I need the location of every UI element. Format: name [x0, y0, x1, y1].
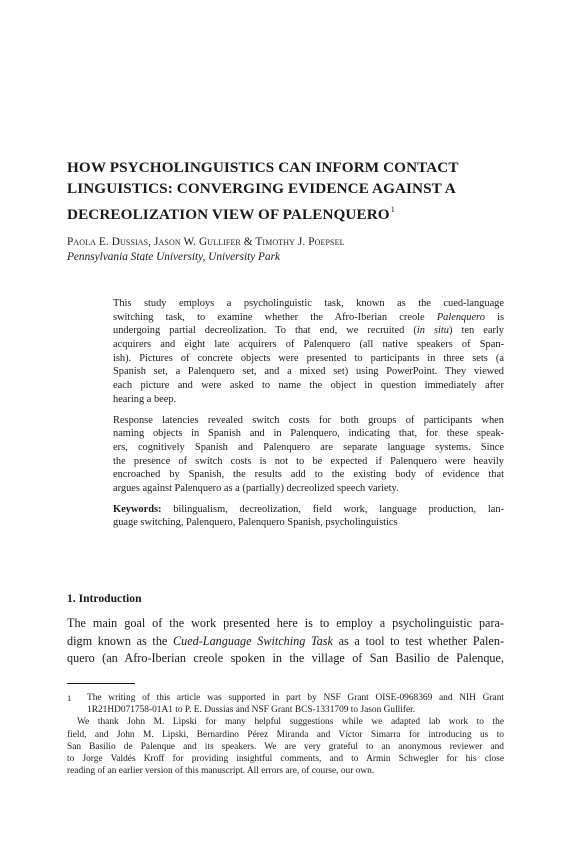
footnote-body	[87, 692, 504, 716]
text-line: undergoing partial decreolization. To that end, we recruited (in situ) ten early	[113, 325, 504, 337]
text-line: We thank John M. Lipski for many helpful suggestions while we adapted lab work to the	[77, 717, 504, 728]
footnote-rule	[67, 683, 135, 684]
author-list: Paola E. Dussias, Jason W. Gullifer & Timothy J. Poepsel	[67, 236, 345, 248]
text-line: ers, cognitively Spanish and Palenquero are separate language systems. Since	[113, 441, 504, 453]
text-line: switching task, to examine whether the Afro-Iberian creole Palenquero is	[113, 311, 505, 323]
footnote-marker[interactable]: 1	[390, 205, 395, 214]
keywords	[113, 503, 504, 530]
text-line: San Basilio de Palenque and its speakers. We are very grateful to an anonymous reviewer and	[67, 741, 504, 752]
footnote	[67, 692, 504, 777]
footnote-body	[67, 716, 504, 728]
text-line: This study employs a psycholinguistic task, known as the cued-language	[113, 298, 504, 309]
text-line: The main goal of the work presented here is to employ a psycholinguistic para-	[67, 616, 504, 630]
affiliation: Pennsylvania State University, University Park	[67, 251, 281, 263]
text-line: argues against Palenquero as a (partially) decreolized speech variety.	[113, 482, 399, 494]
text-line: each picture and were asked to name the object in question immediately after	[113, 380, 504, 392]
text-line: ish). Pictures of concrete objects were presented to participants in three sets (a	[113, 352, 504, 364]
keywords-label: Keywords:	[113, 503, 162, 515]
text-line: the presence of switch costs is not to be expected if Palenquero were heavily	[113, 455, 504, 467]
footnote-number: 1	[67, 693, 72, 703]
body-text	[67, 615, 504, 668]
text-line: naming objects in Spanish and in Palenquero, indicating that, for these speak-	[113, 428, 504, 440]
text-line: 1R21HD071758-01A1 to P. E. Dussias and NSF Grant BCS-1331709 to Jason Gullifer.	[87, 705, 416, 716]
text-line: hearing a beep.	[113, 393, 177, 405]
abstract-paragraph	[113, 414, 504, 496]
title-line: LINGUISTICS: CONVERGING EVIDENCE AGAINST A	[67, 180, 456, 197]
text-line: Response latencies revealed switch costs for both groups of participants when	[113, 414, 504, 426]
text-line: field, and John M. Lipski, Bernardino Pérez Miranda and Víctor Simarra for introducing us to	[67, 729, 504, 740]
emphasis: Cued-Language Switching Task	[173, 633, 333, 648]
text-line: quero (an Afro-Iberian creole spoken in the village of San Basilio de Palenque,	[67, 651, 504, 665]
text-line: The writing of this article was supported in part by NSF Grant OISE-0968369 and NIH Grant	[87, 693, 504, 703]
emphasis: in situ	[416, 325, 449, 337]
text-line: reading of an earlier version of this manuscript. All errors are, of course, our own.	[67, 766, 375, 777]
text-line: acquirers and eight late acquirers of Palenquero (all native speakers of Span-	[113, 339, 504, 351]
text-line: Keywords: bilingualism, decreolization, field work, language production, lan-	[113, 503, 504, 515]
title-line: DECREOLIZATION VIEW OF PALENQUERO$^1$	[67, 205, 395, 223]
paper-title	[67, 157, 517, 225]
text-line: guage switching, Palenquero, Palenquero Spanish, psycholinguistics	[113, 517, 398, 529]
emphasis: Palenquero	[436, 311, 485, 323]
footnote-body	[67, 729, 504, 778]
title-line: HOW PSYCHOLINGUISTICS CAN INFORM CONTACT	[67, 159, 459, 176]
text-line: Spanish set, a Palenquero set, and a mixed set) using PowerPoint. They viewed	[113, 366, 504, 378]
text-line: digm known as the Cued-Language Switching Task as a tool to test whether Palen-	[67, 633, 504, 648]
text-line: encroached by Spanish, the results add to the existing body of evidence that	[113, 469, 504, 481]
section-heading: 1. Introduction	[67, 592, 142, 605]
abstract	[113, 297, 504, 530]
text-line: to Jorge Valdés Kroff for providing insightful comments, and to Armin Schwegler for his close	[67, 753, 504, 764]
abstract-paragraph	[113, 297, 504, 407]
